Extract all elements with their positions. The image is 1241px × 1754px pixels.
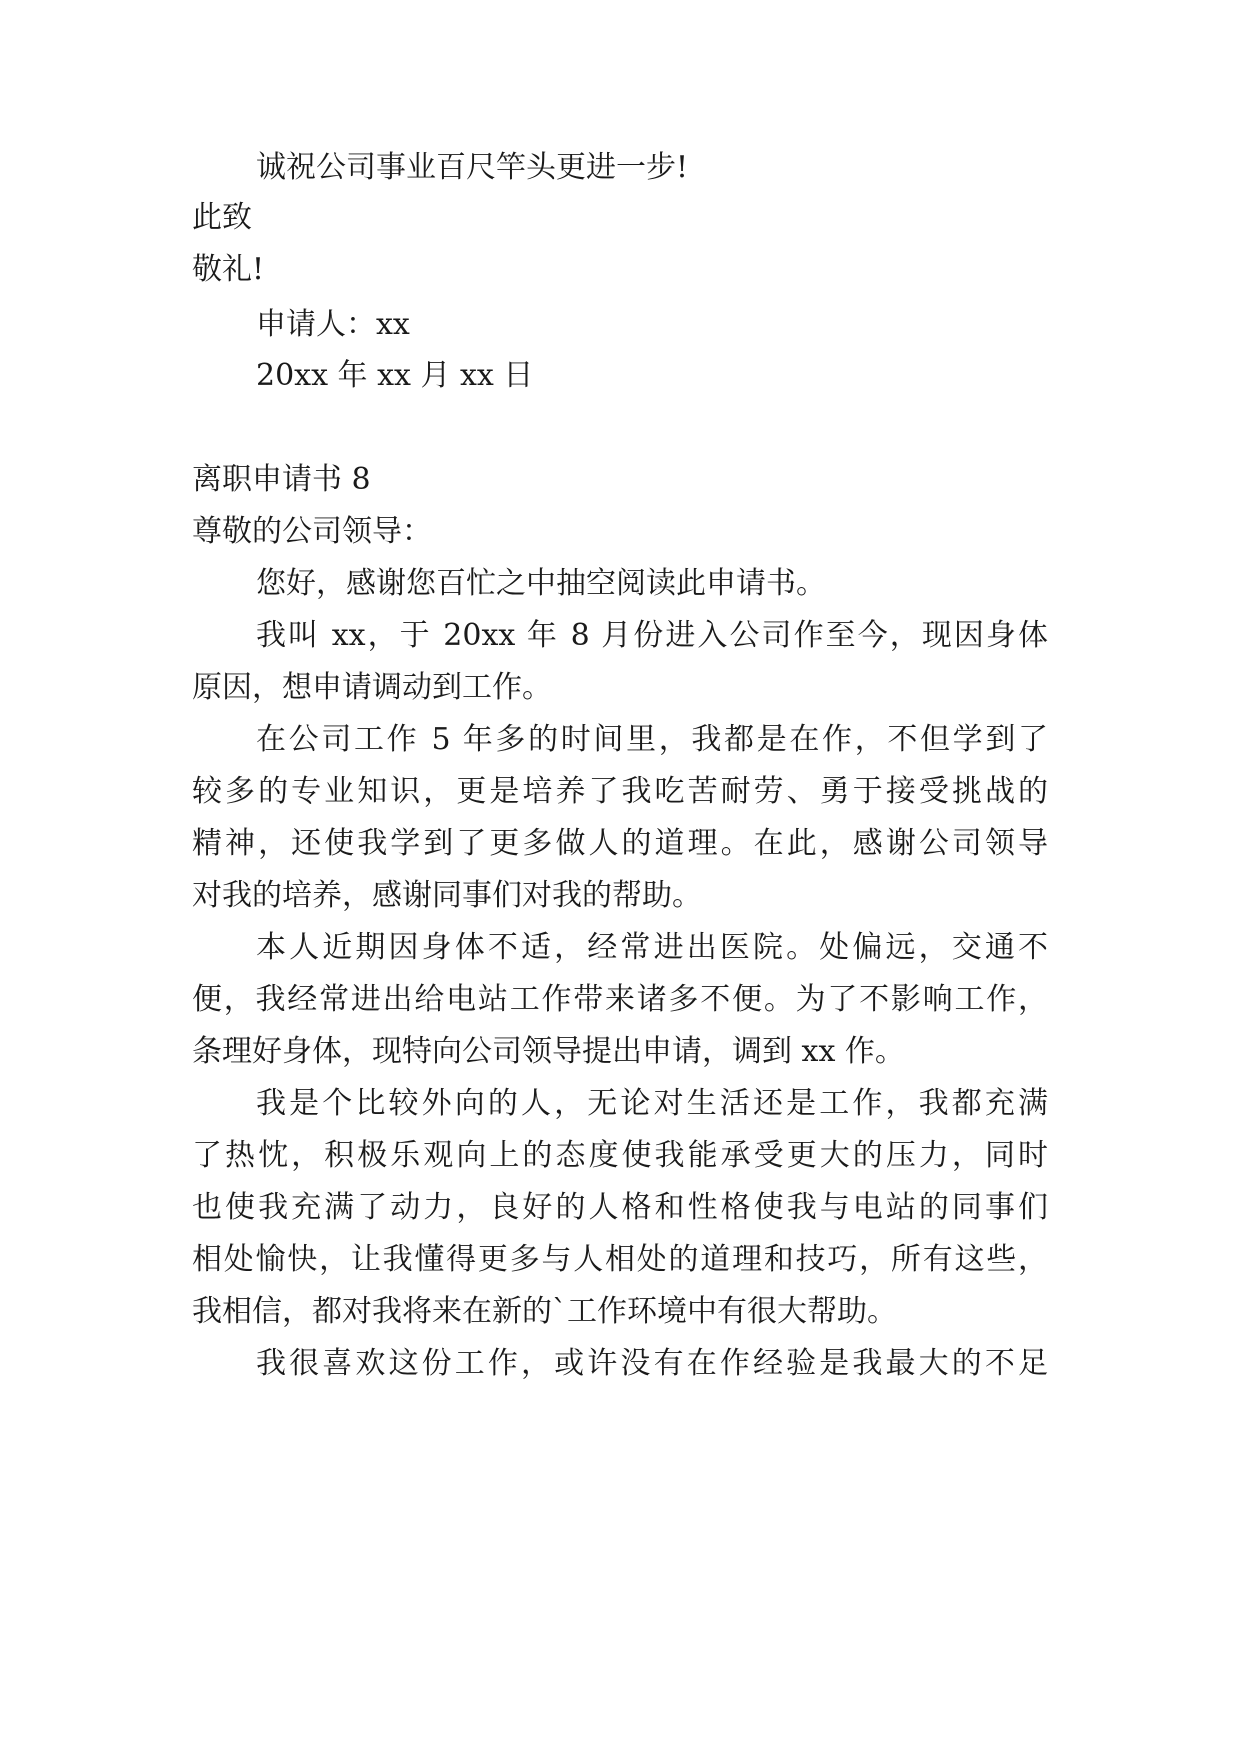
body-line: 较多的专业知识，更是培养了我吃苦耐劳、勇于接受挑战的 (192, 774, 1048, 809)
greeting: 尊敬的公司领导： (192, 514, 432, 549)
body-line: 我叫 xx，于 20xx 年 8 月份进入公司作至今，现因身体 (256, 618, 1048, 653)
body-line: 了热忱，积极乐观向上的态度使我能承受更大的压力，同时 (192, 1138, 1048, 1173)
body-line: 我很喜欢这份工作，或许没有在作经验是我最大的不足 (256, 1346, 1048, 1381)
date-line: 20xx 年 xx 月 xx 日 (256, 358, 534, 393)
body-line: 也使我充满了动力，良好的人格和性格使我与电站的同事们 (192, 1190, 1048, 1225)
body-line: 在公司工作 5 年多的时间里，我都是在作，不但学到了 (256, 722, 1048, 757)
body-line: 本人近期因身体不适，经常进出医院。处偏远，交通不 (256, 930, 1048, 965)
salutation-jingli: 敬礼! (192, 252, 265, 287)
applicant-line: 申请人：xx (256, 307, 410, 342)
body-line: 我相信，都对我将来在新的`工作环境中有很大帮助。 (192, 1294, 897, 1329)
body-line: 我是个比较外向的人，无论对生活还是工作，我都充满 (256, 1086, 1048, 1121)
body-line: 条理好身体，现特向公司领导提出申请，调到 xx 作。 (192, 1034, 905, 1069)
section-title: 离职申请书 8 (192, 462, 371, 497)
body-line: 相处愉快，让我懂得更多与人相处的道理和技巧，所有这些， (192, 1242, 1048, 1277)
body-line: 便，我经常进出给电站工作带来诸多不便。为了不影响工作， (192, 982, 1048, 1017)
body-line: 对我的培养，感谢同事们对我的帮助。 (192, 878, 702, 913)
body-line: 您好，感谢您百忙之中抽空阅读此申请书。 (256, 566, 826, 601)
body-line: 原因，想申请调动到工作。 (192, 670, 552, 705)
closing-wish: 诚祝公司事业百尺竿头更进一步! (256, 150, 689, 185)
salutation-cizhi: 此致 (192, 200, 252, 235)
body-line: 精神，还使我学到了更多做人的道理。在此，感谢公司领导 (192, 826, 1048, 861)
